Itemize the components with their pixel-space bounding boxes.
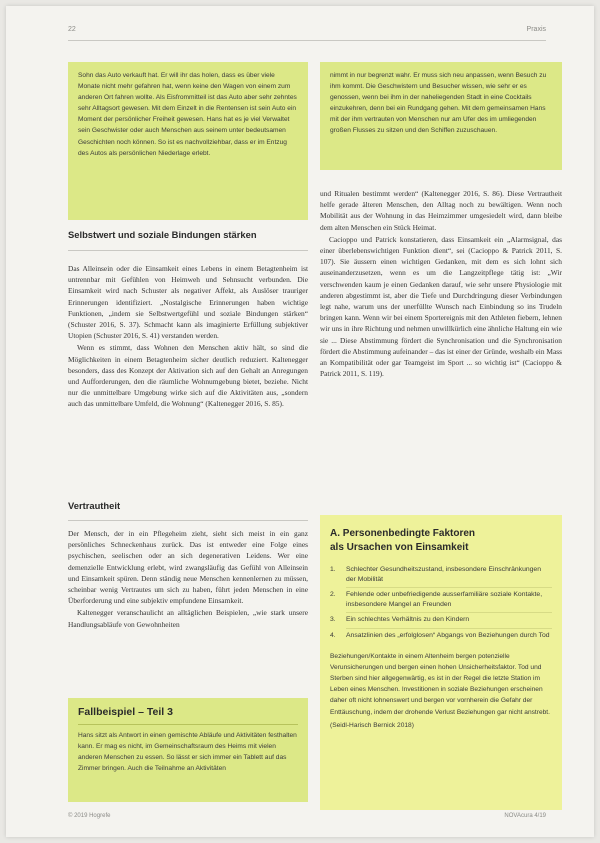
paragraph: Das Alleinsein oder die Einsamkeit eines Lebens in einem Betagtenheim ist untrennbar mit Gefühlen von Heimweh und Sehnsucht verbunden. Die Einsamkeit wird nach Schuster als negativer Affekt, als Auslöser trauriger Erinnerungen identifiziert. „Nostalgische Erinnerungen haben wichtige Funktionen, „indem sie Selbstwertgefühl und soziale Bindungen stärken“ (Schuster 2016, S. 37). Schmacht kann als imaginierte Erfüllung subjektiver Utopien (Schuster 2016, S. 41) verstanden werden. [68,264,308,341]
magazine-page [6,6,594,837]
factor-divider [346,587,552,588]
page-number: 22 [68,26,76,33]
footer-issue: NOVAcura 4/19 [504,813,546,819]
case-box-rule [78,724,298,725]
case-continuation-box-left [68,62,308,220]
factors-box-title-line1: A. Personenbedingte Faktoren [330,528,476,539]
factor-number: 4. [330,631,336,639]
case-continuation-box-right [320,62,562,170]
case-box-text: Hans sitzt als Antwort in einen gemischte Abläufe und Aktivitäten festhalten kann. Er mag es nicht, im Gemeinschaftsraum des Heims mit vielen anderen Menschen zu essen. So lässt er sich immer ein Tablett auf das Zimmer bringen. Auch die Teilnahme an Aktivitäten [78,732,297,773]
right-column-body [320,188,562,380]
running-header [68,26,546,38]
case-continuation-text-right: nimmt in nur begrenzt wahr. Er muss sich neu anpassen, wenn Besuch zu ihm kommt. Die Geschwistern und Besucher wissen, wie sehr er es genossen, wenn bei ihm in der naheliegenden Stadt in eine Cocktails einzukehren, denn bei ein Rundgang gehen. Mit dem gemeinsamen Hans mit der ihm vertrauten von Menschen nur am Ufer des im umliegenden großen Flusses zu sitzen und den Schiffen zuzuschauen. [330,72,547,135]
factor-item [330,590,552,613]
paragraph: und Ritualen bestimmt werden“ (Kaltenegger 2016, S. 86). Diese Vertrautheit helfe gerade älteren Menschen, den Alltag noch zu bewältigen. Wenn noch Mobilität aus der Wohnung in das Heimzimmer umgesiedelt wird, dann bleibe dem alten Menschen ein Stück Heimat. [320,189,562,232]
case-box-teil-3 [68,698,308,802]
factors-box-body: Beziehungen/Kontakte in einem Altenheim bergen potenzielle Verunsicherungen und bergen einen hohen Unsicherheitsfaktor. Tod und Sterben sind hier allgegenwärtig, es ist in der Regel die letzte Station im Leben eines Menschen. Investitionen in soziale Beziehungen erscheinen daher oft nicht lohnenswert und bergen vor vornherein die Gefahr der Enttäuschung, indem der drohende Verlust Beziehungen gar nicht anstrebt. [330,652,550,716]
factor-text: Fehlende oder unbefriedigende ausserfamiliäre soziale Kontakte, insbesondere Mangel an Freunden [346,591,543,608]
case-continuation-text: Sohn das Auto verkauft hat. Er will ihr das holen, dass es über viele Monate nicht mehr gefahren hat, wenn keine den Wagen von einem zum anderen Ort fahren wollte. Als Eisfrommitteil ist das Auto aber sehr zehntes sehr Alltagsort gewesen. Mit dem Einzelt in die Rentensen ist sein Auto ein Moment der persönlicher Freiheit gewesen. Hans hat es je viel Verwaltet sein Geschwister oder auch Menschen aus seinem unter bedeutsamen Geschichten noch können. So ist es nachvollziehbar, dass er im Entzug des Autos als persönlichen Niederlage erlebt. [78,72,297,157]
paragraph: Kaltenegger veranschaulicht an alltäglichen Beispielen, „wie stark unsere Handlungsabläufe von Gewohnheiten [68,608,308,629]
factor-divider [346,628,552,629]
header-rule [68,40,546,41]
factor-item [330,615,552,629]
section-rule [68,520,308,521]
factor-text: Ein schlechtes Verhältnis zu den Kindern [346,616,470,624]
factor-divider [346,612,552,613]
left-column-section1 [68,263,308,411]
factor-number: 1. [330,566,336,573]
section-label: Praxis [526,26,546,33]
factors-list [330,565,552,641]
section-heading-vertrautheit: Vertrautheit [68,500,121,511]
factors-box-title-line2: als Ursachen von Einsamkeit [330,542,469,553]
case-box-title: Fallbeispiel – Teil 3 [78,706,173,718]
paragraph: Der Mensch, der in ein Pflegeheim zieht, sieht sich meist in ein ganz persönliches Schneckenhaus zurück. Das ist entweder eine Folge eines psychischen, seelischen oder an sich degenerativen Leidens. Wer eine demenzielle Entwicklung erlebt, wird zwangsläufig das Gefühl von Alleinsein und Einsamkeit spüren. Denn ständig neue Menschen kennenlernen zu müssen, scheinbar wenig Vertrautes um sich zu haben, führt jeden Menschen in eine Überforderung und eine subjektiv empfundene Einsamkeit. [68,529,308,606]
factors-box-source: (Seidl-Harisch Bernick 2018) [330,721,414,729]
factor-item [330,631,552,641]
section-heading-selbstwert: Selbstwert und soziale Bindungen stärken [68,229,257,240]
section-rule [68,250,308,251]
left-column-section2 [68,528,308,631]
factor-text: Schlechter Gesundheitszustand, insbesondere Einschränkungen der Mobilität [346,566,541,583]
factor-number: 2. [330,591,336,599]
factor-text: Ansatzlinien des „erfolglosen“ Abgangs von Beziehungen durch Tod [346,631,550,639]
factor-number: 3. [330,616,336,624]
footer-copyright: © 2019 Hogrefe [68,813,111,819]
paragraph: Cacioppo und Patrick konstatieren, dass Einsamkeit ein „Alarmsignal, das einer überlebenswichtigen Funktion dient“, sei (Cacioppo & Patrick 2011, S. 107). Sie äussern einen wichtigen Gedanken, mit dem es sich lohnt sich auseinanderzusetzen, wenn es um die Langzeitpflege tätig ist: „Wir verschwenden kaum je einen Gedanken darauf, wie sehr unsere Physiologie mit anderen abgestimmt ist, aber die Tiefe und Durchdringung dieser Verbindungen legt nahe, warum uns der unerfüllte Wunsch nach Einbindung so ins Trudeln bringen kann. Wenn wir bei einem Sportereignis mit den Athleten fiebern, lehnen wir uns in ihre Richtung und nehmen unwillkürlich eine ähnliche Haltung ein wie sie ... Diese Abstimmung fördert die Synchronisation und die Synchronisation fördert die Abstimmung aufeinander – das ist einer der Gründe, weshalb ein Mass an Kompatibilität oder gar Teamgeist im Sport ... so wichtig ist“ (Cacioppo & Patrick 2011, S. 119). [320,234,562,379]
factor-item [330,565,552,588]
paragraph: Wenn es stimmt, dass Wohnen den Menschen aktiv hält, so sind die Möglichkeiten in einem Betagtenheim sicher deutlich reduziert. Kaltenegger besonders, dass des Konzept der Aktivation sich auf den Gehalt an Anregungen und Aufforderungen, den die räumliche Wohnumgebung bietet, beziehe. Nicht nur die unmittelbare Umgebung wirke sich auf die Aktivitäten aus, „sondern auch das unmittelbare Umfeld, die Wohnung“ (Kaltenegger 2016, S. 85). [68,343,308,409]
page-footer [68,813,546,823]
factors-box [320,515,562,810]
